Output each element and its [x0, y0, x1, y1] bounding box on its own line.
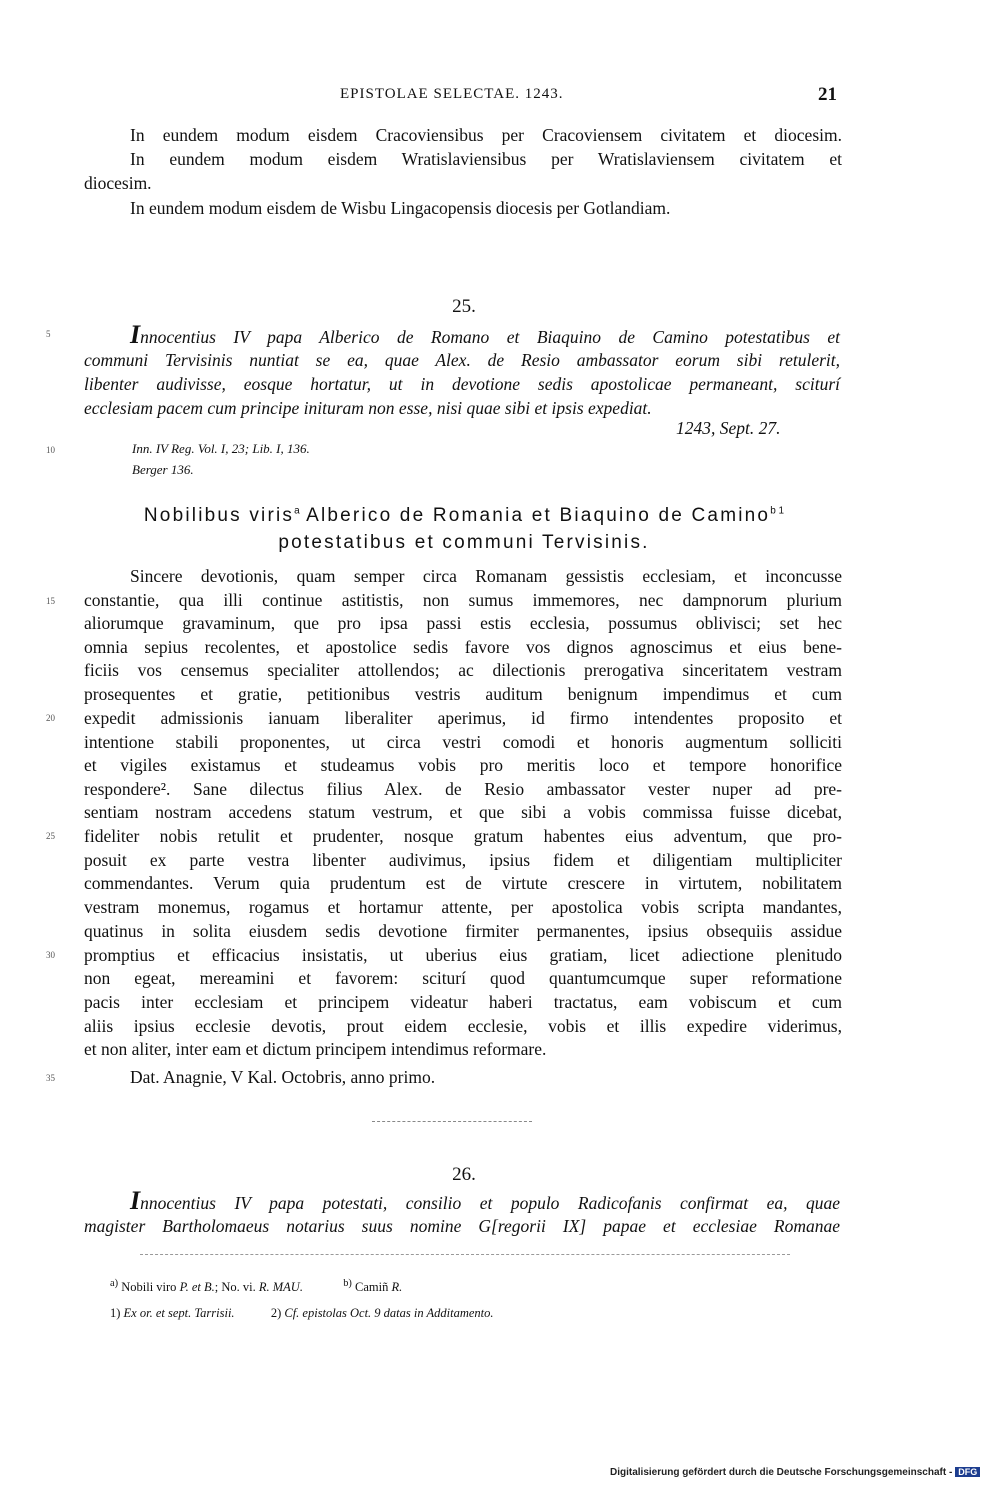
running-head: EPISTOLAE SELECTAE. 1243.	[340, 86, 564, 102]
body-line: ficiis vos censemus specialiter attollendos; ac dilectionis prerogativa sinceritatem vestram	[84, 660, 842, 680]
page-number: 21	[818, 84, 837, 105]
footnote-mark: 1)	[110, 1306, 121, 1320]
intro-line: In eundem modum eisdem de Wisbu Lingacopensis diocesis per Gotlandiam.	[130, 198, 671, 218]
footnote-line-letters	[110, 1278, 402, 1295]
margin-line-number: 5	[46, 329, 51, 339]
body-line: vestram monemus, rogamus et hortamur attente, per apostolica vobis scripta mandantes,	[84, 897, 842, 917]
dating-clause: Dat. Anagnie, V Kal. Octobris, anno primo.	[130, 1067, 436, 1087]
body-line: fideliter nobis retulit et prudenter, nosque gratum habentes eius adventum, que pro-	[84, 826, 842, 846]
body-line: omnia sepius recolentes, et apostolice sedis favore vos dignos agnoscimus et eius bene-	[84, 637, 842, 657]
footnote-text: ; No. vi.	[214, 1280, 259, 1295]
intro-line: In eundem modum eisdem Wratislaviensibus per Wratislaviensem civitatem et	[130, 149, 842, 169]
address-line: potestatibus et communi Tervisinis.	[278, 532, 650, 553]
regest-line	[84, 1186, 840, 1216]
regest-line: magister Bartholomaeus notarius suus nomine G[regorii IX] papae et ecclesiae Romanae	[84, 1216, 840, 1236]
body-line: aliorumque gravaminum, que pro ipsa passi estis ecclesia, possumus oblivisci; set hec	[84, 613, 842, 633]
footnote-text: Ex or. et sept. Tarrisii.	[123, 1306, 235, 1320]
address-text: Nobilibus viris	[143, 505, 295, 526]
intro-line: In eundem modum eisdem Cracoviensibus per Cracoviensem civitatem et diocesim.	[130, 125, 842, 145]
intro-line: diocesim.	[84, 173, 152, 193]
section-divider	[372, 1121, 532, 1122]
footnote-mark: 2)	[270, 1306, 282, 1320]
regest-text: nnocentius IV papa Alberico de Romano et Biaquino de Camino potestatibus et	[140, 327, 840, 347]
margin-line-number: 20	[46, 713, 55, 723]
body-line: intentione stabili proponentes, ut circa vestri comodi et honoris augmentum solliciti	[84, 732, 842, 752]
address-line	[0, 505, 928, 527]
document-date: 1243, Sept. 27.	[676, 418, 781, 438]
margin-line-number: 35	[46, 1073, 55, 1083]
margin-line-number: 10	[46, 445, 55, 455]
regest-line	[84, 320, 840, 350]
footnote-text: Cf. epistolas Oct. 9 datas in Additamento.	[284, 1306, 494, 1320]
address-text: Alberico de Romania et Biaquino de Camino	[299, 505, 771, 526]
body-line: promptius et efficacius insistatis, ut uberius eius gratiam, licet adiectione plenitudo	[84, 945, 842, 965]
body-line: sentiam nostram accedens statum vestrum, et que sibi a vobis commissa fuisse dicebat,	[84, 802, 842, 822]
regest-initial: I	[130, 320, 141, 349]
footnote-line-numbers	[110, 1306, 494, 1321]
body-line: non egeat, mereamini et favorem: sciturí quod quantumcumque super reformatione	[84, 968, 842, 988]
regest-initial: I	[130, 1186, 141, 1215]
credit-text: Digitalisierung gefördert durch die Deutsche Forschungsgemeinschaft -	[610, 1467, 953, 1478]
digitization-credit	[610, 1467, 980, 1478]
body-line: constantie, qua illi continue astitistis, non sumus immemores, nec dampnorum plurium	[84, 590, 842, 610]
regest-text: nnocentius IV papa potestati, consilio et populo Radicofanis confirmat ea, quae	[140, 1193, 840, 1213]
footnote-mark: b 1	[770, 505, 785, 517]
footnote-text: R.	[391, 1280, 403, 1295]
body-line: quatinus in solita eiusdem sedis devotione firmiter permanentes, ipsius obsequiis assidue	[84, 921, 842, 941]
footnote-text: Camiñ	[355, 1280, 392, 1295]
body-line: commendantes. Verum quia prudentum est de virtute crescere in virtutem, nobilitatem	[84, 873, 842, 893]
body-line: pacis inter ecclesiam et principem videatur haberi tractatus, eam vobiscum et cum	[84, 992, 842, 1012]
footnote-text: P. et B.	[179, 1280, 215, 1295]
footnote-mark: a)	[110, 1278, 119, 1289]
footnote-mark: a	[294, 505, 300, 517]
body-line: posuit ex parte vestra libenter audivimus, ipsius fidem et diligentiam multipliciter	[84, 850, 842, 870]
document-number-25: 25.	[452, 296, 476, 317]
margin-line-number: 30	[46, 950, 55, 960]
footnote-text: Nobili viro	[121, 1280, 180, 1295]
footnote-rule	[140, 1254, 790, 1255]
body-line: et vigiles existamus et studeamus vobis pro meritis loco et tempore honorifice	[84, 755, 842, 775]
body-line: prosequentes et gratie, petitionibus vestris auditum benignum impendimus et cum	[84, 684, 842, 704]
margin-line-number: 15	[46, 596, 55, 606]
body-line: et non aliter, inter eam et dictum principem intendimus reformare.	[84, 1039, 547, 1059]
regest-line: ecclesiam pacem cum principe inituram non esse, nisi quae sibi et ipsis expediat.	[84, 398, 652, 418]
regest-line: communi Tervisinis nuntiat se ea, quae Alex. de Resio ambassator eorum sibi retulerit,	[84, 350, 840, 370]
margin-line-number: 25	[46, 831, 55, 841]
body-line: respondere². Sane dilectus filius Alex. de Resio ambassator vester nuper ad pre-	[84, 779, 842, 799]
body-line: aliis ipsius ecclesie devotis, prout eidem ecclesie, vobis et illis expedire viderimus,	[84, 1016, 842, 1036]
regest-line: libenter audivisse, eosque hortatur, ut in devotione sedis apostolicae permaneant, sciturí	[84, 374, 840, 394]
footnote-text: R. MAU.	[258, 1280, 303, 1295]
dfg-logo: DFG	[955, 1467, 980, 1477]
document-number-26: 26.	[452, 1164, 476, 1185]
footnote-mark: b)	[343, 1278, 352, 1289]
source-reference: Berger 136.	[132, 462, 194, 477]
body-line: expedit admissionis ianuam liberaliter aperimus, id firmo intendentes proposito et	[84, 708, 842, 728]
source-reference: Inn. IV Reg. Vol. I, 23; Lib. I, 136.	[132, 441, 310, 456]
body-line: Sincere devotionis, quam semper circa Romanam gessistis ecclesiam, et inconcusse	[130, 566, 842, 586]
